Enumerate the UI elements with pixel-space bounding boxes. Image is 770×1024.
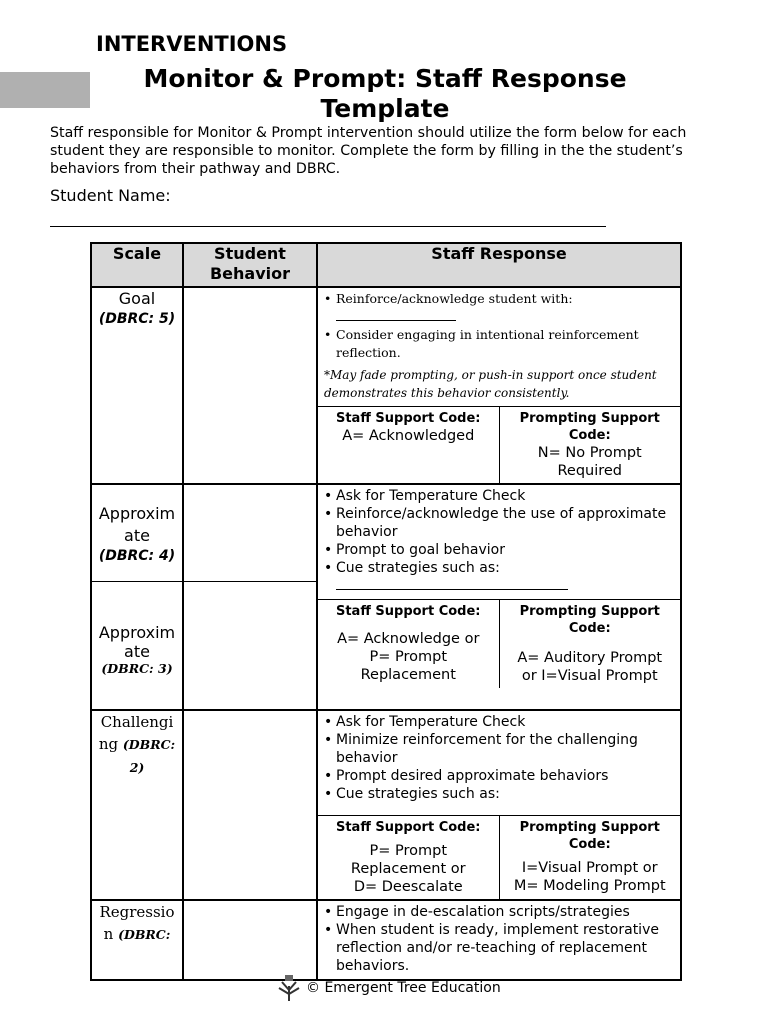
footer-copyright: © Emergent Tree Education <box>306 980 501 996</box>
approx-codes <box>318 599 680 688</box>
regression-bullet-restorative: • When student is ready, implement restorative reflection and/or re-teaching of replacement behaviors. <box>324 921 676 975</box>
approx-bullet-reinforce: • Reinforce/acknowledge the use of approximate behavior <box>324 505 676 541</box>
regression-behavior-field[interactable] <box>183 900 317 980</box>
approx-prompt-code <box>499 600 681 688</box>
page-tab-marker <box>0 72 90 108</box>
staff-response-table <box>90 242 682 981</box>
header-staff-response: Staff Response <box>317 243 681 287</box>
approx-staff-code <box>318 600 499 688</box>
goal-bullet-reflection: • Consider engaging in intentional reinforcement reflection. <box>324 326 676 362</box>
goal-row <box>91 287 681 484</box>
goal-bullet-reinforce: • Reinforce/acknowledge student with: <box>324 290 676 326</box>
challenging-bullet-temp-check: • Ask for Temperature Check <box>324 713 676 731</box>
challenging-prompt-code-value: I=Visual Prompt or M= Modeling Prompt <box>513 860 666 894</box>
section-heading: INTERVENTIONS <box>96 32 288 56</box>
challenging-row <box>91 710 681 900</box>
approx3-dbrc: (DBRC: 3) <box>101 661 173 676</box>
regression-scale-cell <box>91 900 183 980</box>
approximate-response-cell <box>317 484 681 710</box>
challenging-response-cell <box>317 710 681 900</box>
challenging-prompt-code-label: Prompting Support Code: <box>519 820 660 852</box>
tree-logo-icon <box>276 974 302 1002</box>
goal-scale-cell <box>91 287 183 484</box>
challenging-staff-code-value: P= Prompt Replacement or D= Deescalate <box>350 843 466 895</box>
approx4-scale-label: Approximate <box>98 504 176 545</box>
approx-scale-divider <box>92 581 182 582</box>
page-title: Monitor & Prompt: Staff Response Template <box>143 64 627 123</box>
challenging-staff-code <box>318 816 499 899</box>
regression-bullets <box>318 901 680 979</box>
challenging-bullets <box>318 711 680 807</box>
regression-row <box>91 900 681 980</box>
challenging-dbrc: (DBRC: 2) <box>122 737 176 775</box>
challenging-bullet-cue: • Cue strategies such as: <box>324 785 676 803</box>
goal-response-cell <box>317 287 681 484</box>
challenging-scale-cell <box>91 710 183 900</box>
challenging-staff-code-label: Staff Support Code: <box>335 820 481 835</box>
challenging-behavior-field[interactable] <box>183 710 317 900</box>
approximate-behavior-cell <box>183 484 317 710</box>
challenging-prompt-code <box>499 816 681 899</box>
regression-scale-label: Regression <box>99 903 175 943</box>
goal-prompt-code-value: N= No Prompt Required <box>537 445 642 479</box>
regression-bullet-deescalation: • Engage in de-escalation scripts/strategies <box>324 903 676 921</box>
approx3-behavior-field[interactable] <box>184 582 316 709</box>
student-name-field[interactable] <box>50 226 606 227</box>
approx-bullet-prompt: • Prompt to goal behavior <box>324 541 676 559</box>
approx-bullet-cue: • Cue strategies such as: <box>324 559 676 595</box>
goal-scale-label: Goal <box>118 289 156 308</box>
goal-reinforce-blank[interactable] <box>336 320 456 321</box>
challenging-scale-label: Challenging <box>98 713 174 753</box>
approx4-behavior-field[interactable] <box>184 485 316 581</box>
header-scale: Scale <box>91 243 183 287</box>
approx-bullets <box>318 485 680 599</box>
goal-staff-code-value: A= Acknowledged <box>342 428 475 444</box>
approx-staff-code-value: A= Acknowledge or P= Prompt Replacement <box>337 631 480 683</box>
regression-response-cell <box>317 900 681 980</box>
goal-prompt-code <box>499 407 681 483</box>
approx-prompt-code-label: Prompting Support Code: <box>519 604 660 636</box>
header-student-behavior: Student Behavior <box>183 243 317 287</box>
regression-dbrc: (DBRC: <box>118 927 171 942</box>
goal-staff-code <box>318 407 499 483</box>
intro-paragraph: Staff responsible for Monitor & Prompt intervention should utilize the form below for each student they are responsible to monitor. Complete the form by filling in the the student’s behaviors from their pathway and DBRC. <box>50 125 687 177</box>
goal-behavior-field[interactable] <box>183 287 317 484</box>
approx3-scale-label: Approximate <box>98 623 176 661</box>
goal-note: *May fade prompting, or push-in support once student demonstrates this behavior consistently. <box>324 368 657 400</box>
student-name-label: Student Name: <box>50 186 171 205</box>
footer <box>276 974 501 1002</box>
goal-bullets <box>318 288 680 366</box>
approx-cue-blank[interactable] <box>336 589 568 590</box>
goal-prompt-code-label: Prompting Support Code: <box>519 411 660 443</box>
approx-bullet-temp-check: • Ask for Temperature Check <box>324 487 676 505</box>
challenging-cue-blank[interactable] <box>318 807 680 815</box>
approx4-dbrc: (DBRC: 4) <box>98 548 176 564</box>
approx3-scale-block <box>92 623 182 676</box>
challenging-bullet-prompt: • Prompt desired approximate behaviors <box>324 767 676 785</box>
goal-staff-code-label: Staff Support Code: <box>335 411 481 426</box>
challenging-codes <box>318 815 680 899</box>
challenging-bullet-minimize: • Minimize reinforcement for the challenging behavior <box>324 731 676 767</box>
approx4-scale-block <box>92 503 182 565</box>
approximate-row <box>91 484 681 710</box>
goal-dbrc: (DBRC: 5) <box>98 311 176 327</box>
approx-staff-code-label: Staff Support Code: <box>335 604 481 619</box>
header-row <box>91 243 681 287</box>
approximate-scale-cell <box>91 484 183 710</box>
goal-codes <box>318 406 680 483</box>
approx-prompt-code-value: A= Auditory Prompt or I=Visual Prompt <box>517 650 663 684</box>
